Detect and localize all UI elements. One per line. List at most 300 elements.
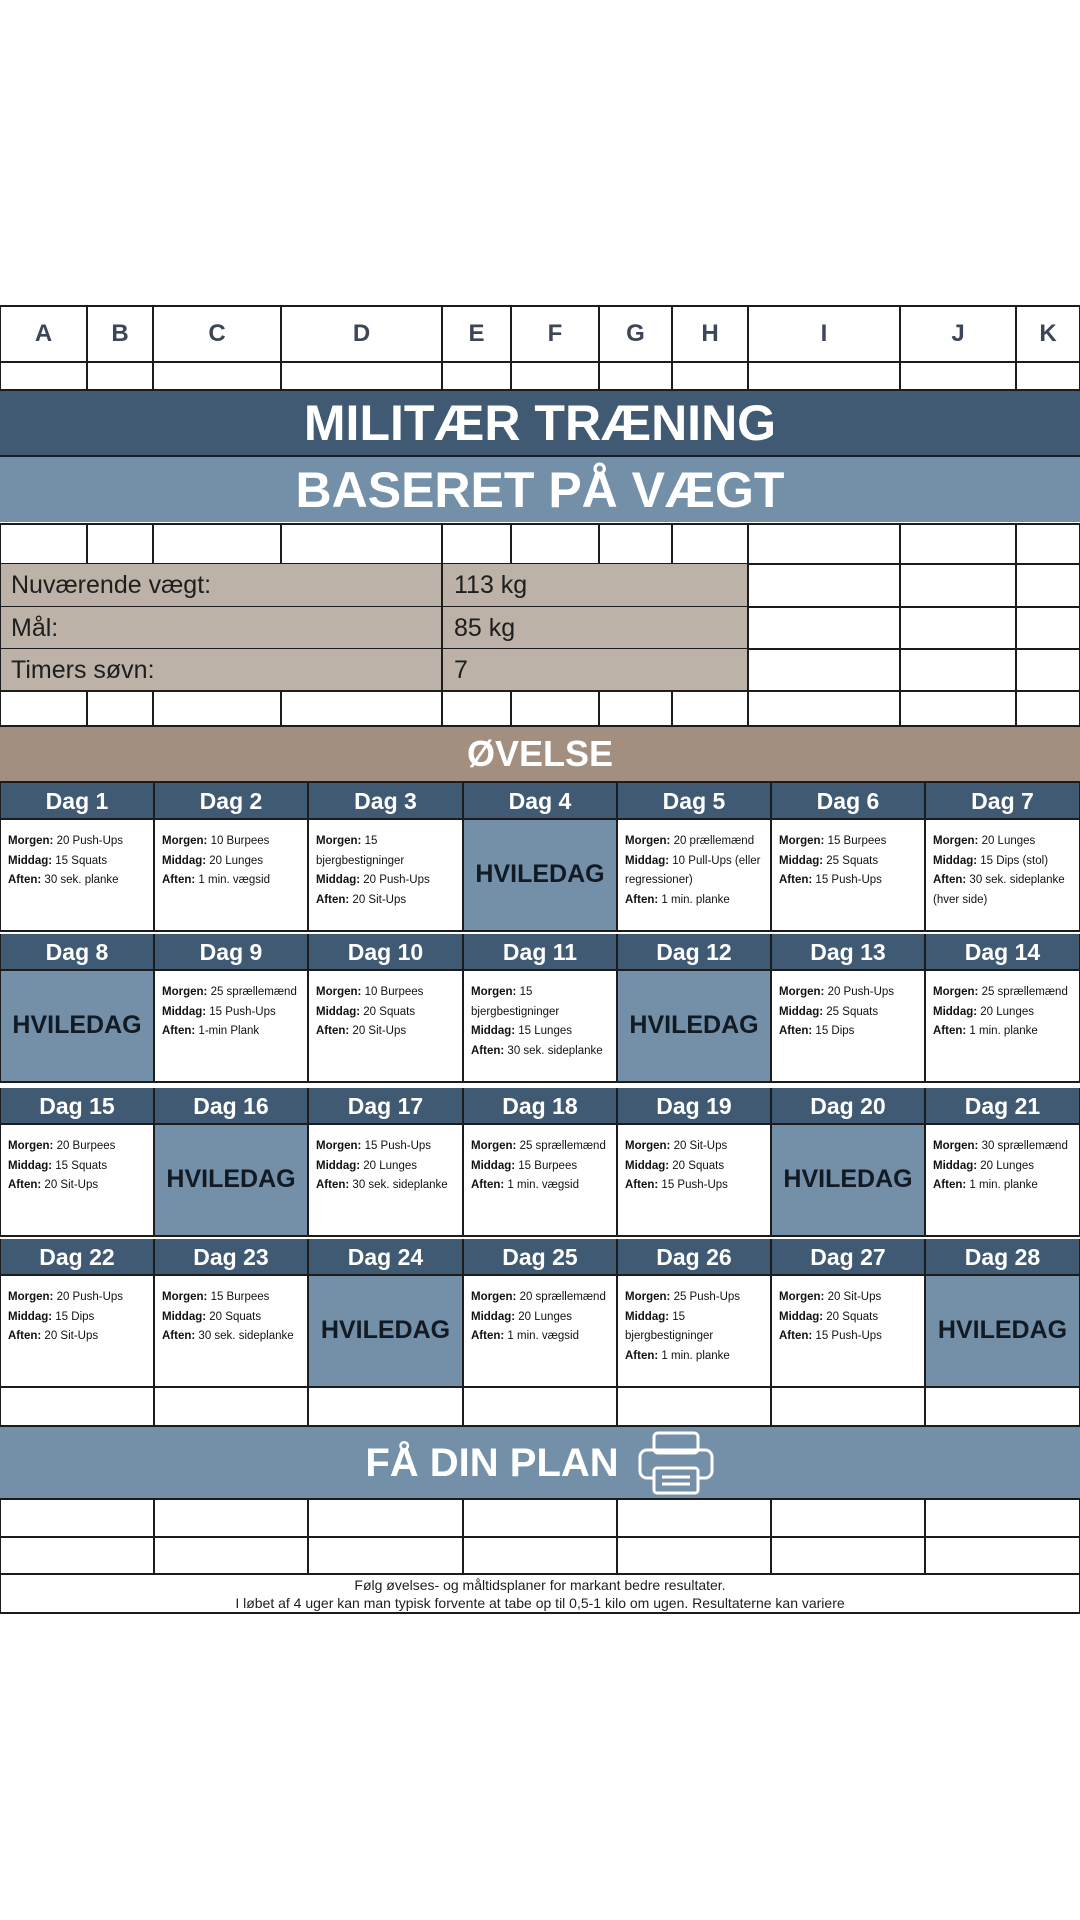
exercise-line — [316, 871, 455, 891]
grid-line — [0, 1088, 1, 1236]
exercise-time-label: Aften: — [8, 1179, 42, 1191]
exercise-line — [625, 832, 763, 852]
exercise-line — [779, 1003, 917, 1023]
grid-line — [924, 934, 926, 1082]
rest-day-cell[interactable] — [0, 970, 154, 1082]
exercise-line — [162, 1288, 300, 1308]
exercise-text: 20 Push-Ups — [363, 874, 430, 886]
exercise-line — [933, 852, 1072, 872]
exercise-text: 20 Sit-Ups — [44, 1330, 99, 1342]
exercise-line — [316, 1157, 455, 1177]
exercise-line — [162, 871, 300, 891]
exercise-time-label: Morgen: — [625, 835, 671, 847]
rest-day-cell[interactable] — [308, 1275, 463, 1387]
exercise-line — [316, 891, 455, 911]
day-header: Dag 9 — [154, 934, 308, 970]
grid-line — [747, 691, 749, 726]
exercise-text: 20 Lunges — [980, 1005, 1034, 1018]
grid-line — [0, 1081, 1080, 1083]
footer-line-1: Følg øvelses- og måltidsplaner for markant bedre resultater. — [354, 1577, 726, 1593]
column-header[interactable]: K — [1039, 320, 1057, 347]
exercise-line — [933, 1176, 1072, 1196]
grid-line — [0, 1386, 1080, 1388]
grid-line — [307, 783, 309, 931]
exercise-line — [625, 1137, 763, 1157]
grid-line — [152, 524, 154, 564]
grid-line — [462, 1388, 464, 1426]
grid-line — [924, 1088, 926, 1236]
grid-line — [510, 691, 512, 726]
exercise-text: 20 Squats — [672, 1159, 725, 1172]
grid-line — [86, 306, 88, 390]
grid-line — [153, 783, 155, 931]
footer-line-2: I løbet af 4 uger kan man typisk forvente at tabe op til 0,5-1 kilo om ugen. Resultaterne kan variere — [235, 1595, 845, 1611]
exercise-line — [471, 983, 609, 1022]
day-cell[interactable] — [617, 819, 771, 931]
exercise-time-label: Middag: — [8, 854, 53, 867]
grid-line — [671, 306, 673, 390]
exercise-line — [162, 1327, 300, 1347]
day-cell[interactable] — [0, 1275, 154, 1387]
day-cell[interactable] — [0, 819, 154, 931]
exercise-text: 10 Burpees — [210, 835, 270, 847]
exercise-text: 25 sprællemænd — [981, 986, 1068, 998]
exercise-text: 30 sek. sideplanke — [507, 1044, 603, 1057]
exercise-text: 15 bjergbestigninger — [316, 835, 405, 867]
info-value[interactable]: 7 — [442, 649, 748, 691]
exercise-time-label: Aften: — [625, 1179, 659, 1191]
exercise-time-label: Morgen: — [162, 986, 208, 998]
exercise-time-label: Middag: — [625, 1159, 670, 1172]
exercise-time-label: Middag: — [162, 854, 207, 867]
column-header[interactable]: C — [208, 320, 226, 347]
column-header[interactable]: I — [820, 320, 828, 347]
exercise-line — [779, 832, 917, 852]
exercise-line — [471, 1022, 609, 1042]
column-header[interactable]: D — [352, 320, 371, 347]
exercise-text: 25 Squats — [826, 854, 879, 867]
day-cell[interactable] — [771, 819, 925, 931]
exercise-text: 25 sprællemænd — [210, 986, 297, 998]
rest-day-label: HVILEDAG — [12, 1011, 142, 1040]
column-header[interactable]: F — [547, 320, 563, 347]
exercise-time-label: Aften: — [316, 1179, 350, 1191]
info-value[interactable]: 85 kg — [442, 607, 748, 649]
exercise-line — [162, 1308, 300, 1328]
grid-line — [153, 1239, 155, 1387]
exercise-text: 15 Dips (stol) — [980, 854, 1049, 867]
exercise-time-label: Aften: — [162, 1330, 196, 1342]
exercise-time-label: Aften: — [8, 1330, 42, 1342]
exercise-line — [316, 1176, 455, 1196]
exercise-time-label: Middag: — [625, 1310, 670, 1323]
exercise-text: 15 Burpees — [210, 1291, 270, 1303]
grid-line — [616, 1388, 618, 1426]
exercise-line — [162, 832, 300, 852]
exercise-line — [8, 1176, 146, 1196]
exercise-time-label: Morgen: — [471, 1140, 517, 1152]
grid-line — [152, 306, 154, 390]
exercise-time-label: Aften: — [162, 874, 196, 886]
grid-line — [307, 934, 309, 1082]
grid-line — [0, 1498, 1080, 1500]
exercise-line — [162, 983, 300, 1003]
exercise-time-label: Aften: — [625, 893, 659, 906]
section-title: ØVELSE — [0, 727, 1080, 781]
day-header: Dag 23 — [154, 1239, 308, 1275]
rest-day-cell[interactable] — [617, 970, 771, 1082]
exercise-time-label: Aften: — [779, 1330, 813, 1342]
exercise-line — [8, 1157, 146, 1177]
day-cell[interactable] — [617, 1124, 771, 1236]
grid-line — [770, 1388, 772, 1426]
exercise-line — [625, 1176, 763, 1196]
day-header: Dag 17 — [308, 1088, 463, 1124]
exercise-time-label: Morgen: — [162, 1291, 208, 1303]
day-header: Dag 3 — [308, 783, 463, 819]
exercise-line — [471, 1137, 609, 1157]
exercise-line — [779, 1022, 917, 1042]
day-cell[interactable] — [617, 1275, 771, 1387]
exercise-text: 20 Lunges — [209, 854, 263, 867]
day-cell[interactable] — [925, 819, 1080, 931]
rest-day-cell[interactable] — [771, 1124, 925, 1236]
exercise-text: 15 Burpees — [518, 1159, 578, 1172]
grid-line — [441, 691, 443, 726]
exercise-time-label: Middag: — [933, 1005, 978, 1018]
grid-line — [1015, 691, 1017, 726]
grid-line — [0, 523, 1080, 525]
exercise-time-label: Aften: — [471, 1330, 505, 1342]
grid-line — [1015, 524, 1017, 564]
grid-line — [441, 524, 443, 564]
exercise-time-label: Morgen: — [8, 1140, 54, 1152]
exercise-line — [779, 983, 917, 1003]
exercise-text: 20 Squats — [209, 1310, 262, 1323]
exercise-time-label: Aften: — [933, 1179, 967, 1191]
grid-line — [510, 306, 512, 390]
exercise-time-label: Morgen: — [8, 1291, 54, 1303]
exercise-time-label: Middag: — [471, 1310, 516, 1323]
rest-day-cell[interactable] — [925, 1275, 1080, 1387]
exercise-text: 30 sek. sideplanke — [352, 1179, 448, 1191]
exercise-text: 30 sprællemænd — [981, 1140, 1068, 1152]
day-cell[interactable] — [463, 970, 617, 1082]
exercise-time-label: Morgen: — [471, 1291, 517, 1303]
exercise-line — [471, 1176, 609, 1196]
column-header[interactable]: B — [111, 320, 129, 347]
exercise-time-label: Middag: — [625, 854, 670, 867]
grid-line — [747, 306, 749, 390]
sheet-subtitle: BASERET PÅ VÆGT — [0, 457, 1080, 522]
grid-line — [899, 524, 901, 564]
grid-line — [280, 524, 282, 564]
exercise-time-label: Morgen: — [779, 1291, 825, 1303]
rest-day-label: HVILEDAG — [320, 1316, 451, 1345]
grid-line — [152, 691, 154, 726]
day-header: Dag 16 — [154, 1088, 308, 1124]
grid-line — [0, 934, 1, 1082]
exercise-text: 25 Squats — [826, 1005, 879, 1018]
exercise-text: 20 Squats — [826, 1310, 879, 1323]
exercise-line — [162, 1022, 300, 1042]
exercise-line — [316, 1137, 455, 1157]
day-header: Dag 7 — [925, 783, 1080, 819]
exercise-line — [316, 1003, 455, 1023]
grid-line — [1015, 564, 1017, 691]
grid-line — [899, 691, 901, 726]
exercise-line — [625, 1347, 763, 1367]
exercise-time-label: Middag: — [471, 1159, 516, 1172]
exercise-line — [625, 1308, 763, 1347]
grid-line — [153, 934, 155, 1082]
day-cell[interactable] — [463, 1275, 617, 1387]
exercise-text: 20 Lunges — [518, 1310, 572, 1323]
day-header: Dag 22 — [0, 1239, 154, 1275]
exercise-text: 15 Dips — [55, 1310, 95, 1323]
exercise-line — [471, 1157, 609, 1177]
exercise-time-label: Morgen: — [316, 1140, 362, 1152]
day-cell[interactable] — [463, 1124, 617, 1236]
day-cell[interactable] — [154, 970, 308, 1082]
day-cell[interactable] — [154, 1275, 308, 1387]
exercise-text: 20 Push-Ups — [56, 835, 124, 847]
day-cell[interactable] — [308, 970, 463, 1082]
grid-line — [770, 1088, 772, 1236]
exercise-time-label: Aften: — [779, 874, 813, 886]
day-header: Dag 15 — [0, 1088, 154, 1124]
grid-line — [153, 1088, 155, 1236]
exercise-line — [162, 852, 300, 872]
exercise-time-label: Morgen: — [779, 986, 825, 998]
exercise-time-label: Morgen: — [625, 1140, 671, 1152]
day-header: Dag 11 — [463, 934, 617, 970]
exercise-line — [316, 983, 455, 1003]
exercise-text: 20 Burpees — [56, 1140, 116, 1152]
exercise-line — [933, 871, 1072, 910]
exercise-text: 30 sek. sideplanke (hver side) — [933, 874, 1065, 906]
rest-day-label: HVILEDAG — [629, 1011, 759, 1040]
grid-line — [0, 691, 1, 726]
exercise-text: 1 min. vægsid — [507, 1330, 580, 1342]
exercise-time-label: Aften: — [316, 893, 350, 906]
exercise-time-label: Middag: — [779, 1310, 824, 1323]
day-cell[interactable] — [771, 970, 925, 1082]
exercise-time-label: Aften: — [933, 874, 967, 886]
day-cell[interactable] — [308, 819, 463, 931]
grid-line — [770, 1239, 772, 1387]
rest-day-cell[interactable] — [154, 1124, 308, 1236]
exercise-time-label: Morgen: — [471, 986, 517, 998]
exercise-time-label: Middag: — [779, 854, 824, 867]
grid-line — [899, 564, 901, 691]
grid-line — [0, 306, 1, 390]
exercise-text: 10 Pull-Ups (eller regressioner) — [625, 854, 761, 886]
exercise-time-label: Middag: — [471, 1025, 516, 1037]
exercise-line — [8, 1327, 146, 1347]
rest-day-cell[interactable] — [463, 819, 617, 931]
day-header: Dag 21 — [925, 1088, 1080, 1124]
day-header: Dag 1 — [0, 783, 154, 819]
exercise-time-label: Middag: — [779, 1005, 824, 1018]
exercise-time-label: Morgen: — [933, 986, 979, 998]
exercise-text: 20 Sit-Ups — [352, 893, 407, 906]
day-header: Dag 19 — [617, 1088, 771, 1124]
exercise-time-label: Middag: — [316, 874, 361, 886]
day-cell[interactable] — [925, 970, 1080, 1082]
day-header: Dag 2 — [154, 783, 308, 819]
grid-line — [280, 691, 282, 726]
column-header[interactable]: H — [701, 320, 719, 347]
exercise-line — [933, 983, 1072, 1003]
exercise-line — [8, 852, 146, 872]
exercise-text: 15 Push-Ups — [815, 1330, 882, 1342]
grid-line — [598, 691, 600, 726]
grid-line — [671, 691, 673, 726]
exercise-time-label: Middag: — [162, 1005, 207, 1018]
exercise-line — [8, 832, 146, 852]
exercise-text: 1-min Plank — [198, 1025, 260, 1037]
day-header: Dag 8 — [0, 934, 154, 970]
grid-line — [0, 690, 1080, 692]
exercise-line — [471, 1288, 609, 1308]
grid-line — [671, 524, 673, 564]
exercise-time-label: Middag: — [316, 1005, 361, 1018]
exercise-line — [625, 1157, 763, 1177]
day-header: Dag 5 — [617, 783, 771, 819]
grid-line — [86, 691, 88, 726]
day-header: Dag 18 — [463, 1088, 617, 1124]
day-cell[interactable] — [771, 1275, 925, 1387]
exercise-text: 1 min. planke — [661, 1349, 730, 1362]
exercise-time-label: Morgen: — [779, 835, 825, 847]
exercise-text: 15 Push-Ups — [209, 1005, 276, 1018]
grid-line — [307, 1239, 309, 1387]
exercise-text: 15 Lunges — [518, 1025, 572, 1037]
grid-line — [462, 1239, 464, 1387]
exercise-line — [8, 1137, 146, 1157]
grid-line — [307, 1088, 309, 1236]
column-header[interactable]: G — [626, 320, 645, 347]
printer-icon[interactable] — [637, 1430, 715, 1496]
grid-line — [0, 524, 1, 564]
grid-line — [462, 934, 464, 1082]
grid-line — [770, 783, 772, 931]
exercise-text: 10 Burpees — [364, 986, 424, 998]
exercise-line — [8, 1288, 146, 1308]
day-header: Dag 25 — [463, 1239, 617, 1275]
exercise-text: 15 bjergbestigninger — [625, 1310, 714, 1342]
day-header: Dag 24 — [308, 1239, 463, 1275]
grid-line — [598, 524, 600, 564]
info-value[interactable]: 113 kg — [442, 564, 748, 607]
get-plan-button[interactable] — [0, 1427, 1080, 1499]
exercise-text: 20 Sit-Ups — [352, 1025, 407, 1037]
day-header: Dag 6 — [771, 783, 925, 819]
grid-line — [598, 306, 600, 390]
day-header: Dag 4 — [463, 783, 617, 819]
exercise-text: 20 Lunges — [363, 1159, 417, 1172]
exercise-time-label: Morgen: — [316, 835, 362, 847]
exercise-time-label: Middag: — [933, 854, 978, 867]
grid-line — [441, 564, 443, 691]
exercise-text: 20 Sit-Ups — [827, 1291, 882, 1303]
exercise-time-label: Aften: — [162, 1025, 196, 1037]
day-header: Dag 26 — [617, 1239, 771, 1275]
exercise-line — [933, 1137, 1072, 1157]
grid-line — [462, 1088, 464, 1236]
exercise-line — [8, 871, 146, 891]
grid-line — [307, 1388, 309, 1426]
day-header: Dag 27 — [771, 1239, 925, 1275]
grid-line — [0, 783, 1, 931]
grid-line — [0, 781, 1080, 783]
exercise-text: 1 min. vægsid — [507, 1179, 580, 1191]
exercise-line — [316, 832, 455, 871]
grid-line — [924, 1239, 926, 1387]
exercise-time-label: Morgen: — [625, 1291, 671, 1303]
exercise-text: 20 Lunges — [981, 835, 1036, 847]
exercise-text: 20 Push-Ups — [827, 986, 895, 998]
day-header: Dag 13 — [771, 934, 925, 970]
grid-line — [0, 564, 1, 691]
grid-line — [0, 455, 1080, 457]
day-header: Dag 14 — [925, 934, 1080, 970]
exercise-text: 25 Push-Ups — [673, 1291, 741, 1303]
grid-line — [0, 930, 1080, 932]
column-header[interactable]: J — [951, 320, 965, 347]
grid-line — [0, 1239, 1, 1387]
exercise-line — [471, 1042, 609, 1062]
day-cell[interactable] — [154, 819, 308, 931]
grid-line — [0, 1536, 1080, 1538]
exercise-time-label: Middag: — [8, 1159, 53, 1172]
exercise-line — [779, 1327, 917, 1347]
spreadsheet — [0, 306, 1080, 1614]
exercise-time-label: Middag: — [933, 1159, 978, 1172]
grid-line — [0, 1388, 1, 1426]
exercise-time-label: Aften: — [316, 1025, 350, 1037]
exercise-text: 1 min. vægsid — [198, 874, 271, 886]
column-header[interactable]: E — [468, 320, 485, 347]
exercise-line — [933, 1003, 1072, 1023]
exercise-text: 20 sprællemænd — [519, 1291, 606, 1303]
exercise-text: 20 Lunges — [980, 1159, 1034, 1172]
grid-line — [616, 934, 618, 1082]
grid-line — [441, 306, 443, 390]
exercise-time-label: Aften: — [8, 874, 42, 886]
exercise-line — [316, 1022, 455, 1042]
exercise-line — [779, 1288, 917, 1308]
rest-day-label: HVILEDAG — [937, 1316, 1068, 1345]
footer-note — [0, 1575, 1080, 1613]
exercise-text: 20 Sit-Ups — [673, 1140, 728, 1152]
day-cell[interactable] — [0, 1124, 154, 1236]
exercise-line — [933, 1022, 1072, 1042]
grid-line — [770, 934, 772, 1082]
exercise-text: 15 Push-Ups — [661, 1179, 728, 1191]
exercise-text: 20 Squats — [363, 1005, 416, 1018]
rest-day-label: HVILEDAG — [783, 1165, 913, 1194]
column-header[interactable]: A — [34, 320, 53, 347]
day-cell[interactable] — [308, 1124, 463, 1236]
exercise-line — [625, 852, 763, 891]
day-cell[interactable] — [925, 1124, 1080, 1236]
grid-line — [510, 524, 512, 564]
exercise-line — [779, 871, 917, 891]
info-label: Nuværende vægt: — [0, 564, 442, 607]
get-plan-label: FÅ DIN PLAN — [365, 1440, 619, 1485]
